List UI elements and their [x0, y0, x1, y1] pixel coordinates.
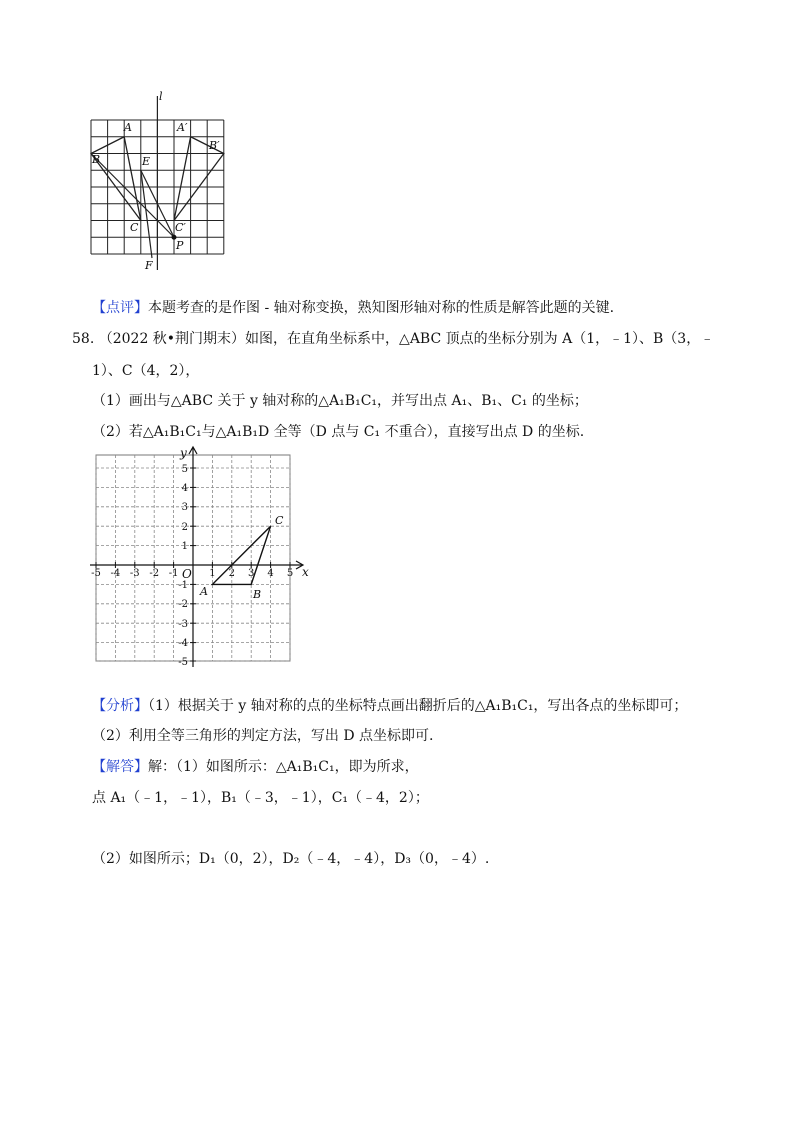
- label-l: l: [159, 90, 163, 103]
- comment-line: [92, 299, 614, 317]
- point-c-label: C: [275, 514, 284, 527]
- x-tick-neg2: -2: [149, 568, 160, 579]
- point-b-label: B: [253, 588, 262, 601]
- y-tick-1: 1: [181, 541, 188, 552]
- x-tick-2: 2: [228, 568, 235, 579]
- y-tick-neg2: -2: [178, 599, 188, 610]
- solution-line-1: [92, 758, 419, 776]
- solution-text-1: 解：（1）如图所示：△A₁B₁C₁，即为所求，: [148, 759, 419, 775]
- analysis-line-2: （2）利用全等三角形的判定方法，写出 D 点坐标即可.: [92, 728, 434, 744]
- x-tick-1: 1: [209, 568, 216, 579]
- y-tick-2: 2: [181, 522, 188, 533]
- y-tick-neg3: -3: [178, 619, 188, 630]
- figure-1-grid: [80, 88, 240, 276]
- analysis-line-1: [92, 697, 687, 715]
- y-axis-label: y: [180, 446, 187, 460]
- figure-2-coordinate-plane: [86, 445, 316, 670]
- x-tick-5: 5: [286, 568, 294, 579]
- y-tick-3: 3: [181, 502, 188, 513]
- solution-line-3: （2）如图所示；D₁（0，2），D₂（﹣4，﹣4），D₃（0，﹣4）.: [92, 851, 490, 867]
- problem-stem: （2022 秋•荆门期末）如图，在直角坐标系中，△ABC 顶点的坐标分别为 A（1，﹣1）、B（3，﹣: [98, 331, 715, 347]
- analysis-text-1: （1）根据关于 y 轴对称的点的坐标特点画出翻折后的△A₁B₁C₁，写出各点的坐标即可；: [148, 698, 688, 714]
- point-a-label: A: [200, 585, 208, 598]
- x-tick-neg3: -3: [129, 568, 140, 579]
- x-tick-neg5: -5: [91, 568, 101, 579]
- y-tick-neg5: -5: [178, 657, 188, 668]
- problem-line-1: [72, 330, 714, 348]
- comment-text: 本题考查的是作图 - 轴对称变换，熟知图形轴对称的性质是解答此题的关键.: [148, 300, 615, 316]
- x-tick-neg4: -4: [110, 568, 121, 579]
- solution-tag: 【解答】: [92, 759, 148, 775]
- x-tick-3: 3: [248, 568, 255, 579]
- x-tick-4: 4: [267, 568, 274, 579]
- comment-tag: 【点评】: [92, 300, 148, 316]
- problem-number: 58.: [72, 331, 95, 347]
- analysis-tag: 【分析】: [92, 698, 148, 714]
- label-f: F: [145, 259, 153, 272]
- question-1: （1）画出与△ABC 关于 y 轴对称的△A₁B₁C₁，并写出点 A₁、B₁、C₁ 的坐标；: [92, 393, 588, 409]
- y-tick-neg1: -1: [178, 580, 188, 591]
- label-b-prime: B′: [209, 139, 220, 152]
- x-axis-label: x: [302, 565, 309, 579]
- y-tick-5: 5: [181, 464, 188, 475]
- label-c: C: [130, 221, 139, 234]
- label-a-prime: A′: [177, 121, 188, 134]
- problem-line-2: 1）、C（4，2），: [92, 363, 200, 379]
- origin-label: O: [182, 567, 192, 581]
- y-tick-4: 4: [181, 483, 188, 494]
- label-b: B: [92, 153, 101, 166]
- label-e: E: [142, 155, 151, 168]
- label-c-prime: C′: [175, 221, 186, 234]
- triangle-abc: [212, 526, 270, 584]
- x-tick-neg1: -1: [168, 568, 179, 579]
- question-2: （2）若△A₁B₁C₁与△A₁B₁D 全等（D 点与 C₁ 不重合），直接写出点 D 的坐标.: [92, 424, 585, 440]
- label-p: P: [176, 239, 184, 252]
- y-tick-neg4: -4: [178, 638, 188, 649]
- label-a: A: [124, 121, 132, 134]
- solution-line-2: 点 A₁（﹣1，﹣1），B₁（﹣3，﹣1），C₁（﹣4，2）；: [92, 790, 429, 806]
